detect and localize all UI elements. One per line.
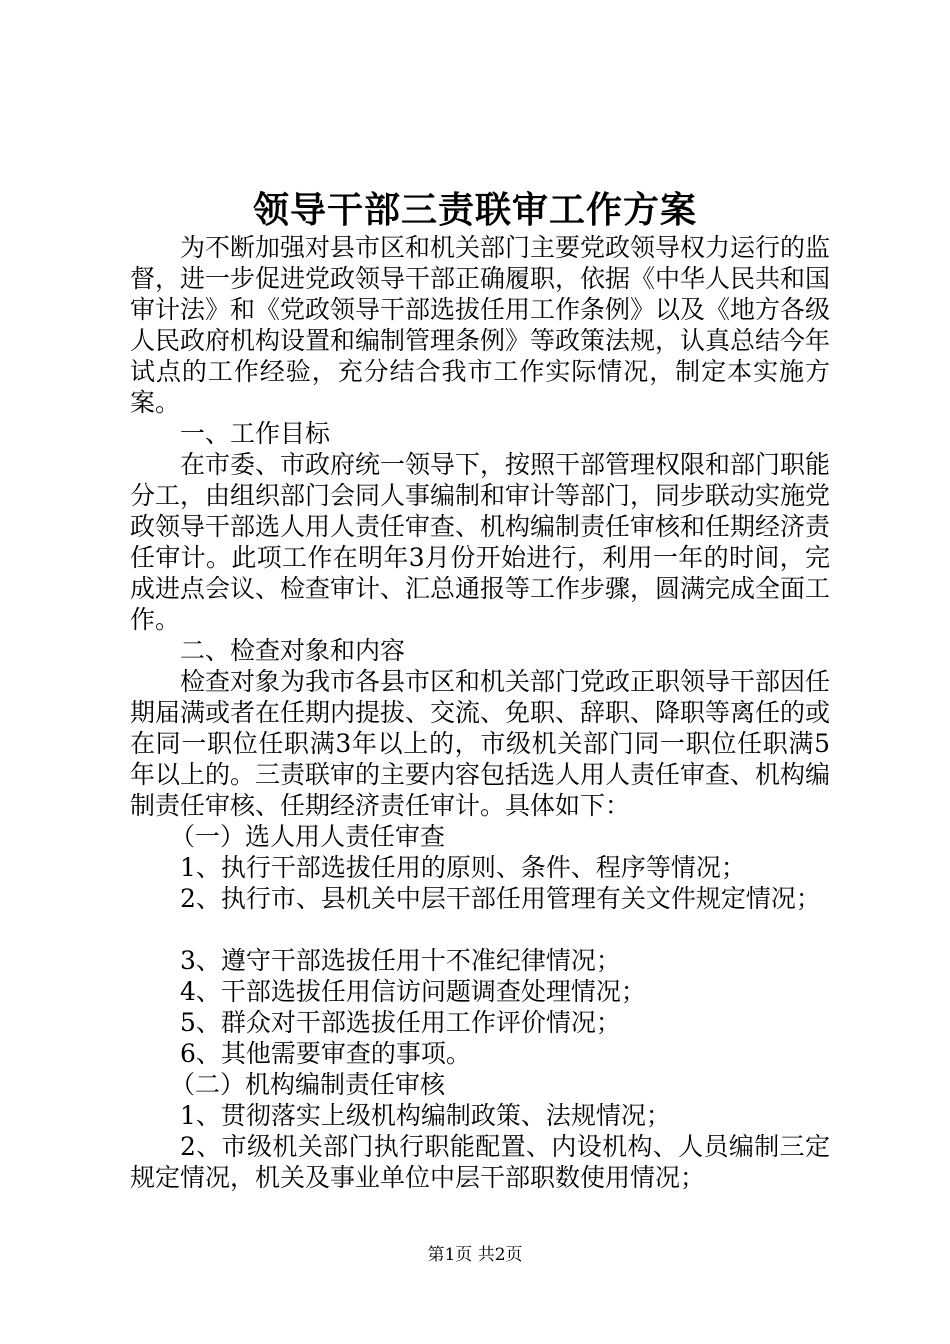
section-paragraph-scope: 检查对象为我市各县市区和机关部门党政正职领导干部因任期届满或者在任期内提拔、交流、免职、辞职、降职等离任的或在同一职位任职满3年以上的，市级机关部门同一职位任职满5年以上的。三责联审的主要内容包括选人用人责任审查、机构编制责任审核、任期经济责任审计。具体如下：: [130, 667, 831, 820]
page-footer: 第1页 共2页: [427, 1245, 523, 1265]
list-item: 6、其他需要审查的事项。: [180, 1039, 471, 1068]
intro-paragraph: 为不断加强对县市区和机关部门主要党政领导权力运行的监督，进一步促进党政领导干部正确履职，依据《中华人民共和国审计法》和《党政领导干部选拔任用工作条例》以及《地方各级人民政府机构设置和编制管理条例》等政策法规，认真总结今年试点的工作经验，充分结合我市工作实际情况，制定本实施方案。: [130, 233, 831, 417]
document-body: [130, 232, 830, 1193]
blank-line: [130, 914, 830, 945]
list-item: 5、群众对干部选拔任用工作评价情况；: [180, 1008, 621, 1037]
subsection-heading-org-review: （二）机构编制责任审核: [170, 1070, 446, 1099]
section-heading-goals: 一、工作目标: [180, 419, 331, 448]
subsection-heading-personnel-review: （一）选人用人责任审查: [170, 822, 446, 851]
list-item: 1、贯彻落实上级机构编制政策、法规情况；: [180, 1101, 671, 1130]
section-paragraph-goals: 在市委、市政府统一领导下，按照干部管理权限和部门职能分工，由组织部门会同人事编制和审计等部门，同步联动实施党政领导干部选人用人责任审查、机构编制责任审核和任期经济责任审计。此项工作在明年3月份开始进行，利用一年的时间，完成进点会议、检查审计、汇总通报等工作步骤，圆满完成全面工作。: [130, 450, 831, 634]
list-item: 4、干部选拔任用信访问题调查处理情况；: [180, 977, 646, 1006]
section-heading-scope: 二、检查对象和内容: [180, 636, 406, 665]
list-item: 2、市级机关部门执行职能配置、内设机构、人员编制三定规定情况，机关及事业单位中层干部职数使用情况；: [130, 1132, 830, 1192]
list-item: 2、执行市、县机关中层干部任用管理有关文件规定情况；: [180, 884, 821, 913]
list-item: 1、执行干部选拔任用的原则、条件、程序等情况；: [180, 853, 746, 882]
document-title: 领导干部三责联审工作方案: [252, 189, 697, 231]
list-item: 3、遵守干部选拔任用十不准纪律情况；: [180, 946, 621, 975]
